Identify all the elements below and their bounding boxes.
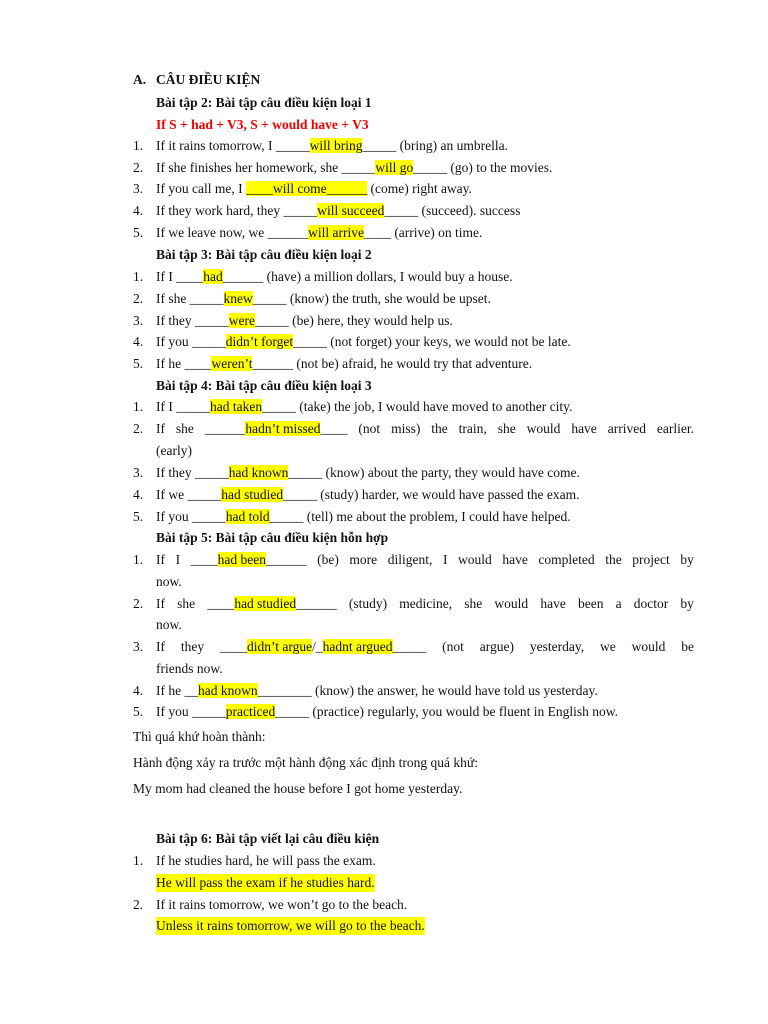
word: a	[615, 596, 622, 611]
answer-highlight: weren’t	[211, 356, 253, 371]
item-number: 5.	[133, 509, 144, 524]
item-prefix: If you call me, I	[156, 181, 246, 196]
item-prefix: If we _____	[156, 487, 222, 502]
item-number: 3.	[133, 313, 144, 328]
word: would	[494, 596, 529, 611]
item-prefix: If you _____	[156, 334, 226, 349]
word: If	[156, 421, 165, 436]
item-suffix: ________ (know) the answer, he would have told us yesterday.	[257, 683, 598, 698]
item-suffix: ______ (not be) afraid, he would try that adventure.	[252, 356, 533, 371]
word: I	[175, 552, 181, 567]
word: we	[599, 639, 616, 654]
item-suffix: _____ (tell) me about the problem, I could have helped.	[269, 509, 571, 524]
item-suffix: ____ (arrive) on time.	[363, 225, 483, 240]
answer-highlight: had	[203, 269, 223, 284]
answer-separator: /_	[312, 639, 323, 654]
note-line: Hành động xảy ra trước một hành động xác định trong quá khứ:	[133, 755, 478, 770]
note-example: My mom had cleaned the house before I got home yesterday.	[133, 781, 463, 796]
blank-group	[207, 595, 336, 613]
item-prefix: If they _____	[156, 313, 229, 328]
item-continuation: now.	[156, 574, 182, 589]
word: doctor	[633, 596, 669, 611]
item-suffix: _____ (not forget) your keys, we would not be late.	[293, 334, 571, 349]
item-prefix: If she _____	[156, 291, 224, 306]
item-continuation: (early)	[156, 443, 192, 458]
item-number: 2.	[133, 596, 144, 611]
word: medicine,	[399, 596, 453, 611]
word: she	[177, 596, 196, 611]
item-number: 1.	[133, 853, 144, 868]
word: they	[180, 639, 205, 654]
blank: ______	[296, 596, 337, 611]
item-text	[156, 180, 472, 198]
blank: ______	[266, 552, 307, 567]
section-title: CÂU ĐIỀU KIỆN	[156, 72, 261, 87]
word: would	[526, 421, 561, 436]
answer-highlight: hadn’t missed	[245, 421, 321, 436]
blank: ____	[220, 639, 247, 654]
item-text	[156, 268, 513, 286]
item-prefix: If I ____	[156, 269, 204, 284]
answer-highlight: didn’t argue	[247, 639, 313, 654]
item-continuation: now.	[156, 617, 182, 632]
word: been	[577, 596, 604, 611]
formula-text: If S + had + V3, S + would have + V3	[156, 117, 369, 132]
word: I	[442, 552, 448, 567]
item-suffix: _____ (be) here, they would help us.	[254, 313, 453, 328]
word: (study)	[348, 596, 388, 611]
answer-highlight: hadnt argued	[322, 639, 393, 654]
item-text	[156, 159, 552, 177]
answer-highlight: will go	[375, 160, 414, 175]
answer-highlight: had studied	[234, 596, 297, 611]
item-prefix: If you _____	[156, 509, 226, 524]
item-text	[156, 290, 491, 308]
note-line: Thì quá khứ hoàn thành:	[133, 729, 266, 744]
word: If	[156, 639, 165, 654]
item-number: 2.	[133, 160, 144, 175]
item-number: 3.	[133, 465, 144, 480]
item-text	[156, 333, 571, 351]
item-text	[156, 312, 453, 330]
word: she	[497, 421, 516, 436]
word: have	[502, 552, 528, 567]
item-prefix: If I _____	[156, 399, 210, 414]
answer-highlight: were	[228, 313, 255, 328]
answer-highlight: had been	[217, 552, 267, 567]
item-suffix: _____ (bring) an umbrella.	[362, 138, 508, 153]
answer-highlight: knew	[223, 291, 253, 306]
word: the	[605, 552, 622, 567]
item-number: 1.	[133, 399, 144, 414]
exercise-5-title-text: Bài tập 5: Bài tập câu điều kiện hỗn hợp	[156, 530, 389, 545]
word: by	[680, 552, 694, 567]
word: train,	[458, 421, 487, 436]
blank: ____	[190, 552, 218, 567]
answer-highlight: will bring	[309, 138, 363, 153]
word: yesterday,	[529, 639, 585, 654]
answer-highlight: had studied	[221, 487, 284, 502]
item-text	[156, 486, 579, 504]
blank: ____	[207, 596, 235, 611]
item-number: 5.	[133, 356, 144, 371]
word: If	[156, 552, 165, 567]
item-number: 5.	[133, 225, 144, 240]
blank-group	[220, 638, 426, 656]
exercise-3-title-text: Bài tập 3: Bài tập câu điều kiện loại 2	[156, 247, 372, 262]
item-text	[156, 508, 571, 526]
item-suffix: ______ (have) a million dollars, I would buy a house.	[222, 269, 513, 284]
item-text	[156, 682, 598, 700]
word: have	[571, 421, 597, 436]
item-text	[156, 638, 694, 656]
word: have	[540, 596, 566, 611]
item-number: 2.	[133, 291, 144, 306]
item-continuation: friends now.	[156, 661, 223, 676]
answer-highlight: had told	[225, 509, 270, 524]
word: more	[349, 552, 378, 567]
word: be	[681, 639, 694, 654]
item-number: 4.	[133, 487, 144, 502]
item-text	[156, 595, 694, 613]
word: earlier.	[656, 421, 694, 436]
item-suffix: _____ (know) about the party, they would have come.	[288, 465, 580, 480]
word: If	[156, 596, 165, 611]
item-number: 1.	[133, 269, 144, 284]
item-suffix: _____ (succeed). success	[384, 203, 521, 218]
answer-highlight: practiced	[225, 704, 276, 719]
word: project	[632, 552, 670, 567]
item-number: 3.	[133, 639, 144, 654]
item-number: 2.	[133, 897, 144, 912]
item-prefix: If he ____	[156, 356, 212, 371]
word: she	[175, 421, 194, 436]
item-prefix: If they work hard, they _____	[156, 203, 318, 218]
item-prefix: If she finishes her homework, she _____	[156, 160, 376, 175]
item-number: 1.	[133, 138, 144, 153]
section-marker: A.	[133, 72, 147, 87]
item-text	[156, 464, 580, 482]
item-text	[156, 420, 694, 438]
item-question: If it rains tomorrow, we won’t go to the beach.	[156, 897, 408, 912]
item-number: 4.	[133, 203, 144, 218]
blank-group	[191, 551, 307, 569]
item-prefix: If it rains tomorrow, I _____	[156, 138, 310, 153]
item-text	[156, 202, 520, 220]
exercise-4-title-text: Bài tập 4: Bài tập câu điều kiện loại 3	[156, 378, 372, 393]
word: she	[464, 596, 483, 611]
word: (be)	[317, 552, 339, 567]
answer-highlight: will succeed	[317, 203, 385, 218]
answer-highlight: had taken	[210, 399, 263, 414]
item-number: 1.	[133, 552, 144, 567]
answer-highlight: will arrive	[308, 225, 364, 240]
answer-highlight: had known	[228, 465, 289, 480]
item-text	[156, 355, 532, 373]
word: would	[458, 552, 492, 567]
blank: ____	[320, 421, 348, 436]
item-number: 4.	[133, 683, 144, 698]
item-prefix: If they _____	[156, 465, 229, 480]
item-number: 5.	[133, 704, 144, 719]
item-text	[156, 703, 618, 721]
blank-group	[205, 420, 348, 438]
item-suffix: _____ (go) to the movies.	[413, 160, 553, 175]
item-prefix: If you _____	[156, 704, 226, 719]
answer-highlight: had known	[197, 683, 258, 698]
word: the	[431, 421, 448, 436]
answer-highlight: Unless it rains tomorrow, we will go to the beach.	[156, 918, 425, 933]
word: (not	[442, 639, 464, 654]
exercise-6-title-text: Bài tập 6: Bài tập viết lại câu điều kiện	[156, 831, 380, 846]
item-suffix: _____ (practice) regularly, you would be fluent in English now.	[275, 704, 619, 719]
answer-highlight: didn’t forget	[225, 334, 294, 349]
word: by	[680, 596, 694, 611]
word: (not	[358, 421, 381, 436]
word: miss)	[391, 421, 421, 436]
item-suffix: _____ (know) the truth, she would be upset.	[252, 291, 491, 306]
blank: ______	[204, 421, 246, 436]
blank: _____	[392, 639, 427, 654]
item-number: 3.	[133, 181, 144, 196]
word: diligent,	[387, 552, 433, 567]
item-prefix: If he __	[156, 683, 198, 698]
item-number: 4.	[133, 334, 144, 349]
word: completed	[538, 552, 595, 567]
item-text	[156, 224, 482, 242]
answer-highlight: ____will come______	[245, 181, 368, 196]
item-number: 2.	[133, 421, 144, 436]
item-text	[156, 398, 572, 416]
item-question: If he studies hard, he will pass the exam.	[156, 853, 376, 868]
answer-highlight: He will pass the exam if he studies hard.	[156, 875, 375, 890]
item-suffix: _____ (take) the job, I would have moved to another city.	[262, 399, 573, 414]
item-suffix: (come) right away.	[367, 181, 472, 196]
item-suffix: _____ (study) harder, we would have passed the exam.	[283, 487, 580, 502]
item-text	[156, 551, 694, 569]
word: argue)	[479, 639, 514, 654]
exercise-2-title-text: Bài tập 2: Bài tập câu điều kiện loại 1	[156, 95, 372, 110]
word: would	[631, 639, 666, 654]
item-prefix: If we leave now, we ______	[156, 225, 309, 240]
word: arrived	[607, 421, 646, 436]
item-text	[156, 137, 508, 155]
